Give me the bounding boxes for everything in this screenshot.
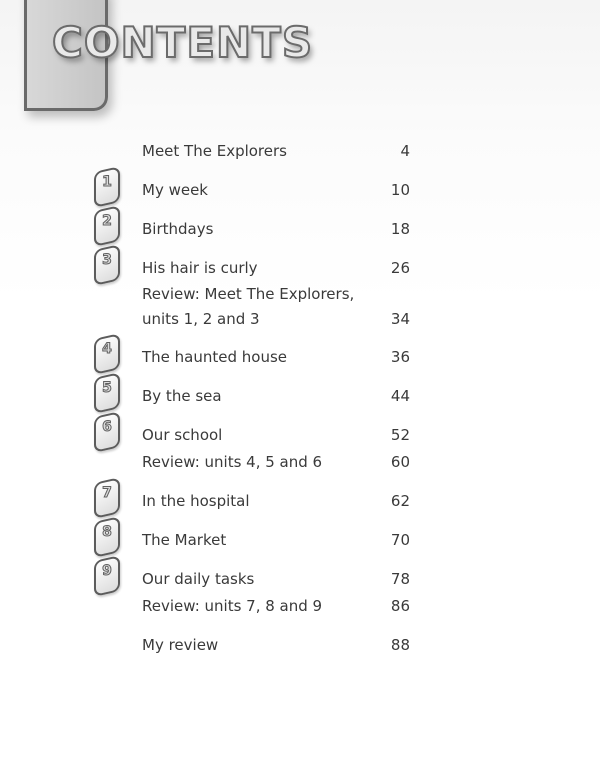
- unit-number: 4: [102, 341, 112, 357]
- unit-number: 8: [102, 524, 112, 540]
- toc-entry-page: 34: [390, 310, 410, 328]
- unit-number-badge: [94, 333, 120, 375]
- toc-entry[interactable]: [0, 449, 600, 475]
- unit-number-badge: [94, 372, 120, 414]
- toc-entry-title: Our daily tasks: [142, 570, 255, 588]
- unit-number-badge: [94, 205, 120, 247]
- toc-entry[interactable]: [0, 213, 600, 242]
- toc-entry-title: Meet The Explorers: [142, 142, 287, 160]
- toc-entry-page: 18: [390, 220, 410, 238]
- toc-entry-page: 70: [390, 531, 410, 549]
- unit-number-badge: [94, 244, 120, 286]
- unit-number: 7: [102, 485, 112, 501]
- toc-entry[interactable]: [0, 341, 600, 370]
- toc-entry-page: 88: [390, 636, 410, 654]
- toc-entry[interactable]: [0, 485, 600, 514]
- unit-number: 9: [102, 563, 112, 579]
- unit-number-badge: [94, 555, 120, 597]
- toc-entry[interactable]: [0, 252, 600, 281]
- unit-number-badge: [94, 477, 120, 519]
- toc-entry[interactable]: [0, 593, 600, 619]
- toc-entry-title: My review: [142, 636, 219, 654]
- toc-entry-title: Our school: [142, 426, 223, 444]
- unit-number: 2: [102, 213, 112, 229]
- toc-entry-title: The haunted house: [142, 348, 288, 366]
- toc-entry[interactable]: [0, 563, 600, 592]
- toc-entry-title: My week: [142, 181, 208, 199]
- toc-entry-title: Review: Meet The Explorers,: [142, 285, 355, 303]
- toc-entry-title: Review: units 4, 5 and 6: [142, 453, 323, 471]
- unit-number-badge: [94, 411, 120, 453]
- toc-entry[interactable]: [0, 632, 600, 658]
- toc-entry[interactable]: [0, 306, 600, 332]
- unit-number-badge: [94, 516, 120, 558]
- toc-entry-page: 86: [390, 597, 410, 615]
- toc-entry-page: 36: [390, 348, 410, 366]
- toc-entry[interactable]: [0, 281, 600, 307]
- unit-number: 3: [102, 252, 112, 268]
- toc-entry[interactable]: [0, 174, 600, 203]
- page-title: CONTENTS: [52, 18, 314, 67]
- toc-entry-title: Review: units 7, 8 and 9: [142, 597, 323, 615]
- toc-entry-title: By the sea: [142, 387, 222, 405]
- toc-entry-title: In the hospital: [142, 492, 250, 510]
- unit-number: 5: [102, 380, 112, 396]
- toc-entry-title: Birthdays: [142, 220, 214, 238]
- toc-entry-page: 10: [390, 181, 410, 199]
- toc-entry-title: The Market: [142, 531, 227, 549]
- unit-number: 1: [102, 174, 112, 190]
- unit-number-badge: [94, 166, 120, 208]
- toc-entry[interactable]: [0, 138, 600, 164]
- toc-entry-title: units 1, 2 and 3: [142, 310, 260, 328]
- toc-entry[interactable]: [0, 524, 600, 553]
- toc-entry-page: 62: [390, 492, 410, 510]
- unit-number: 6: [102, 419, 112, 435]
- toc-entry-page: 26: [390, 259, 410, 277]
- toc-entry-page: 52: [390, 426, 410, 444]
- toc-entry-page: 60: [390, 453, 410, 471]
- toc-entry[interactable]: [0, 380, 600, 409]
- toc-entry-title: His hair is curly: [142, 259, 258, 277]
- toc-entry-page: 44: [390, 387, 410, 405]
- toc-entry-page: 4: [400, 142, 410, 160]
- toc-entry-page: 78: [390, 570, 410, 588]
- toc-entry[interactable]: [0, 419, 600, 448]
